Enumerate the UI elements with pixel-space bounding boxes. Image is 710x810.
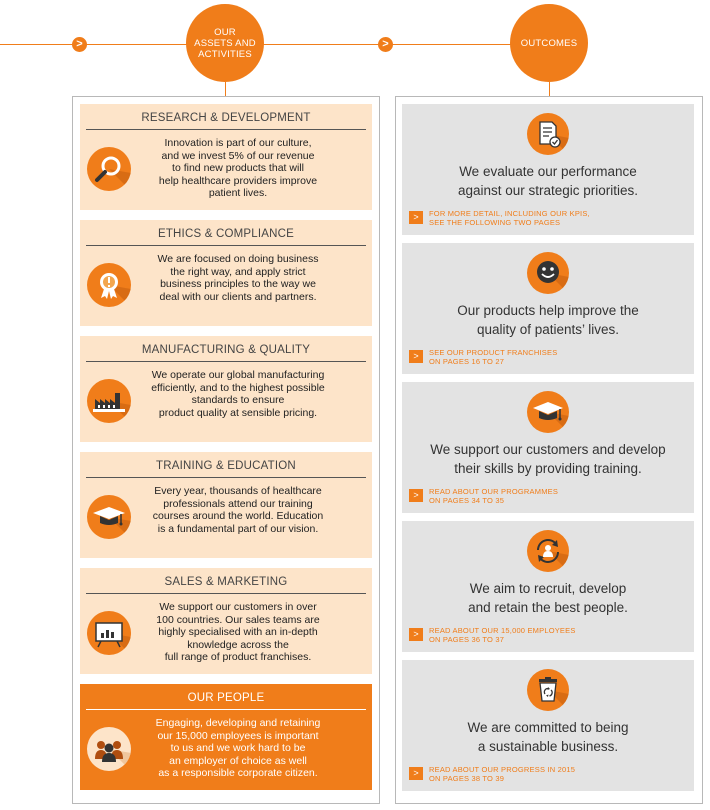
smiley-face-icon [527, 252, 569, 294]
text-line: our 15,000 employees is important [157, 729, 319, 742]
text-line: Engaging, developing and retaining [155, 717, 321, 729]
outcome-card-products [402, 243, 694, 374]
outcome-card-sustainability [402, 660, 694, 791]
outcome-link-arrow[interactable]: > [409, 211, 423, 224]
link-line[interactable]: READ ABOUT OUR PROGRESS IN 2015 [429, 765, 576, 774]
text-line: their skills by providing training. [454, 461, 642, 476]
asset-card-text [138, 601, 338, 664]
person-cycle-icon [527, 530, 569, 572]
text-line: We are focused on doing business [157, 253, 319, 265]
outcome-link[interactable] [429, 487, 558, 505]
assets-activities-circle [186, 4, 264, 82]
asset-card-title: SALES & MARKETING [164, 576, 288, 588]
text-line: to find new products that will [172, 162, 304, 174]
text-line: 100 countries. Our sales teams are [156, 613, 320, 626]
text-line: We are committed to being [467, 720, 629, 735]
divider [86, 593, 366, 594]
text-line: a sustainable business. [477, 739, 619, 754]
text-line: quality of patients’ lives. [476, 322, 620, 337]
text-line: the right way, and apply strict [170, 265, 306, 278]
asset-card-title: TRAINING & EDUCATION [156, 460, 296, 472]
outcome-card-performance [402, 104, 694, 235]
text-line: help healthcare providers improve [158, 174, 318, 187]
asset-card-manufacturing [80, 336, 372, 442]
asset-card-text [138, 369, 338, 419]
outcome-text [402, 718, 694, 756]
outcome-text [402, 162, 694, 200]
link-line[interactable]: ON PAGES 38 TO 39 [429, 774, 505, 783]
text-line: courses around the world. Education [152, 510, 324, 522]
divider [86, 129, 366, 130]
asset-card-sales [80, 568, 372, 674]
text-line: Innovation is part of our culture, [164, 137, 312, 149]
assets-circle-line-2: ASSETS AND [194, 37, 256, 49]
graduation-cap-icon [527, 391, 569, 433]
link-line[interactable]: ON PAGES 36 TO 37 [429, 635, 505, 644]
presentation-board-icon [87, 611, 131, 655]
asset-card-title: RESEARCH & DEVELOPMENT [141, 112, 311, 124]
link-line[interactable]: SEE THE FOLLOWING TWO PAGES [429, 218, 561, 227]
text-line: and retain the best people. [468, 600, 628, 615]
outcome-link-arrow[interactable]: > [409, 767, 423, 780]
text-line: an employer of choice as well [169, 754, 307, 767]
outcome-card-people [402, 521, 694, 652]
award-ribbon-icon [87, 263, 131, 307]
outcome-link-arrow[interactable]: > [409, 628, 423, 641]
asset-card-training [80, 452, 372, 558]
text-line: knowledge across the [187, 638, 289, 651]
text-line: We operate our global manufacturing [151, 369, 325, 381]
text-line: We evaluate our performance [459, 164, 637, 179]
link-line[interactable]: SEE OUR PRODUCT FRANCHISES [429, 348, 558, 357]
text-line: and we invest 5% of our revenue [161, 149, 315, 162]
asset-card-text [138, 253, 338, 303]
link-line[interactable]: ON PAGES 16 TO 27 [429, 357, 505, 366]
magnifier-icon [87, 147, 131, 191]
flow-arrow-2: > [378, 37, 393, 52]
asset-card-title: OUR PEOPLE [187, 692, 265, 704]
outcomes-connector [549, 82, 550, 96]
text-line: is a fundamental part of our vision. [157, 522, 319, 535]
divider [86, 709, 366, 710]
link-line[interactable]: FOR MORE DETAIL, INCLUDING OUR KPIS, [429, 209, 590, 218]
asset-card-research [80, 104, 372, 210]
link-line[interactable]: READ ABOUT OUR PROGRAMMES [429, 487, 559, 496]
text-line: product quality at sensible pricing. [158, 406, 318, 419]
outcome-link[interactable] [429, 765, 575, 783]
recycle-bin-icon [527, 669, 569, 711]
text-line: professionals attend our training [163, 497, 313, 510]
outcome-text [402, 579, 694, 617]
asset-card-title: MANUFACTURING & QUALITY [141, 344, 311, 356]
link-line[interactable]: ON PAGES 34 TO 35 [429, 496, 505, 505]
text-line: We support our customers in over [159, 601, 317, 613]
text-line: as a responsible corporate citizen. [158, 767, 318, 779]
asset-card-title: ETHICS & COMPLIANCE [157, 228, 295, 240]
divider [86, 245, 366, 246]
asset-card-ethics [80, 220, 372, 326]
text-line: deal with our clients and partners. [159, 290, 317, 303]
text-line: to us and we work hard to be [170, 742, 306, 754]
outcome-text [402, 440, 694, 478]
link-line[interactable]: READ ABOUT OUR 15,000 EMPLOYEES [429, 626, 576, 635]
divider [86, 361, 366, 362]
outcome-link[interactable] [429, 626, 576, 644]
text-line: efficiently, and to the highest possible [151, 381, 325, 394]
outcome-link-arrow[interactable]: > [409, 489, 423, 502]
text-line: business principles to the way we [160, 278, 316, 290]
asset-card-people [80, 684, 372, 790]
divider [86, 477, 366, 478]
outcomes-circle [510, 4, 588, 82]
text-line: Our products help improve the [457, 303, 639, 318]
text-line: full range of product franchises. [164, 651, 312, 663]
asset-card-text [138, 137, 338, 200]
outcome-card-training [402, 382, 694, 513]
document-check-icon [527, 113, 569, 155]
graduation-cap-icon [87, 495, 131, 539]
text-line: Every year, thousands of healthcare [154, 485, 322, 497]
outcomes-circle-label: OUTCOMES [520, 37, 578, 49]
people-group-icon [87, 727, 131, 771]
factory-icon [87, 379, 131, 423]
text-line: patient lives. [208, 187, 268, 199]
asset-card-text [138, 485, 338, 535]
text-line: We aim to recruit, develop [469, 581, 627, 596]
outcome-link-arrow[interactable]: > [409, 350, 423, 363]
asset-card-text [138, 717, 338, 780]
assets-circle-line-3: ACTIVITIES [198, 48, 252, 60]
text-line: We support our customers and develop [430, 442, 666, 457]
text-line: standards to ensure [191, 394, 285, 406]
assets-circle-line-1: OUR [214, 26, 236, 38]
outcome-text [402, 301, 694, 339]
text-line: against our strategic priorities. [457, 183, 639, 198]
outcome-link[interactable] [429, 348, 557, 366]
flow-arrow-1: > [72, 37, 87, 52]
assets-connector [225, 82, 226, 96]
outcome-link[interactable] [429, 209, 590, 227]
text-line: highly specialised with an in-depth [158, 626, 318, 638]
